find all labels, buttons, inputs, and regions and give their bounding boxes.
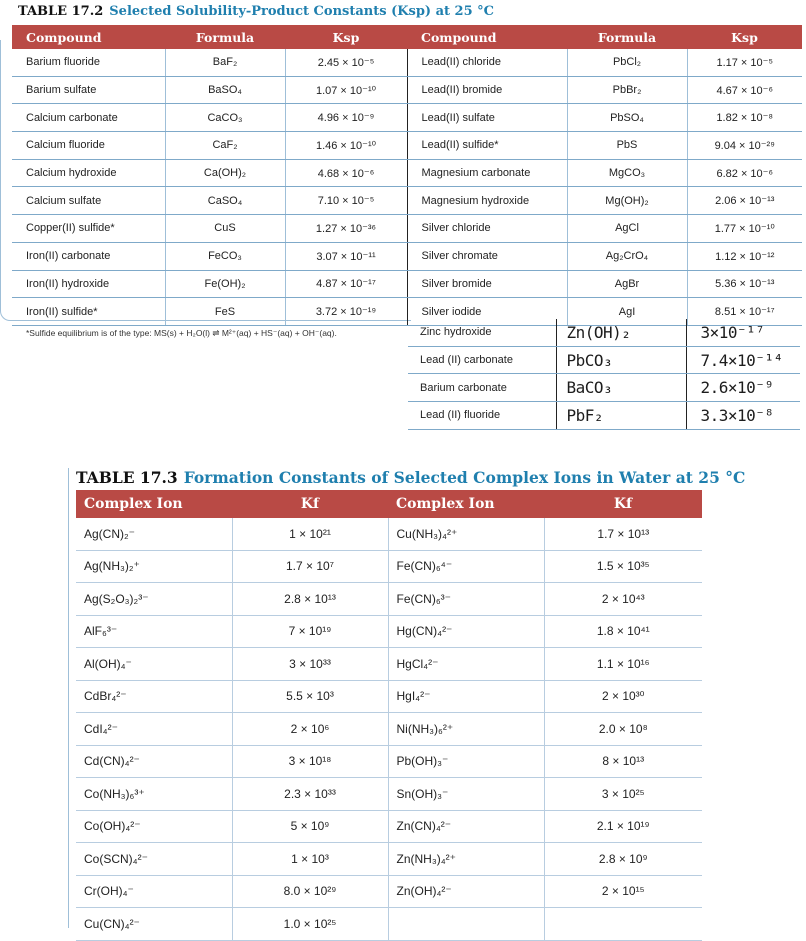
complex-ion-cell: Cd(CN)₄²⁻ — [76, 745, 232, 778]
handwritten-row — [408, 319, 800, 346]
compound-cell: Iron(II) hydroxide — [12, 270, 165, 298]
formula-cell: CaSO₄ — [165, 187, 285, 215]
complex-ion-cell: Zn(NH₃)₄²⁺ — [388, 843, 544, 876]
header-formula: Formula — [165, 25, 285, 49]
formula-cell: PbBr₂ — [567, 76, 687, 104]
formula-cell: AgI — [567, 298, 687, 326]
ksp-cell: 1.12 × 10⁻¹² — [687, 242, 802, 270]
header-ksp: Ksp — [285, 25, 407, 49]
complex-ion-cell: Sn(OH)₃⁻ — [388, 778, 544, 811]
formula-cell: AgCl — [567, 215, 687, 243]
handwritten-formula: Zn(OH)₂ — [556, 319, 686, 346]
table-row — [76, 843, 702, 876]
kf-cell: 5.5 × 10³ — [232, 680, 388, 713]
table-17-3-number: TABLE 17.3 — [76, 468, 178, 487]
complex-ion-cell: HgI₄²⁻ — [388, 680, 544, 713]
header-ksp: Ksp — [687, 25, 802, 49]
complex-ion-cell: Zn(OH)₄²⁻ — [388, 875, 544, 908]
formula-cell: Ag₂CrO₄ — [567, 242, 687, 270]
header-formula: Formula — [567, 25, 687, 49]
kf-cell: 2.8 × 10¹³ — [232, 583, 388, 616]
table-17-3-name: Formation Constants of Selected Complex Ions in Water at 25 °C — [183, 468, 746, 487]
handwritten-ksp: 3.3×10⁻⁸ — [686, 402, 800, 430]
complex-ion-cell: Al(OH)₄⁻ — [76, 648, 232, 681]
kf-cell: 1.8 × 10⁴¹ — [544, 615, 702, 648]
complex-ion-cell: CdBr₄²⁻ — [76, 680, 232, 713]
kf-cell: 2.1 × 10¹⁹ — [544, 810, 702, 843]
compound-cell: Copper(II) sulfide* — [12, 215, 165, 243]
complex-ion-cell: Co(OH)₄²⁻ — [76, 810, 232, 843]
ksp-cell: 7.10 × 10⁻⁵ — [285, 187, 407, 215]
header-compound: Compound — [12, 25, 165, 49]
complex-ion-cell: HgCl₄²⁻ — [388, 648, 544, 681]
header-compound: Compound — [407, 25, 567, 49]
formula-cell: PbSO₄ — [567, 104, 687, 132]
ksp-cell: 1.77 × 10⁻¹⁰ — [687, 215, 802, 243]
header-complex-ion: Complex Ion — [76, 490, 232, 518]
compound-cell: Calcium fluoride — [12, 132, 165, 160]
sulfide-footnote: *Sulfide equilibrium is of the type: MS(s) + H₂O(l) ⇌ M²⁺(aq) + HS⁻(aq) + OH⁻(aq). — [26, 328, 337, 338]
ksp-cell: 2.45 × 10⁻⁵ — [285, 49, 407, 76]
compound-cell: Silver bromide — [407, 270, 567, 298]
table-row — [76, 550, 702, 583]
handwritten-formula: PbF₂ — [556, 402, 686, 430]
table-row — [12, 76, 802, 104]
kf-cell: 1 × 10³ — [232, 843, 388, 876]
kf-cell: 8.0 × 10²⁹ — [232, 875, 388, 908]
handwritten-row — [408, 374, 800, 402]
formula-cell: BaF₂ — [165, 49, 285, 76]
complex-ion-cell: Fe(CN)₆³⁻ — [388, 583, 544, 616]
formula-cell: PbS — [567, 132, 687, 160]
complex-ion-cell: AlF₆³⁻ — [76, 615, 232, 648]
kf-cell: 3 × 10²⁵ — [544, 778, 702, 811]
table-row — [12, 215, 802, 243]
ksp-cell: 1.82 × 10⁻⁸ — [687, 104, 802, 132]
table-row — [76, 680, 702, 713]
formula-cell: Mg(OH)₂ — [567, 187, 687, 215]
complex-ion-cell: Cr(OH)₄⁻ — [76, 875, 232, 908]
table-17-2 — [12, 25, 802, 326]
kf-cell: 1.7 × 10⁷ — [232, 550, 388, 583]
compound-cell: Silver iodide — [407, 298, 567, 326]
table-row — [76, 583, 702, 616]
formula-cell: FeS — [165, 298, 285, 326]
kf-cell: 1 × 10²¹ — [232, 518, 388, 550]
handwritten-formula: PbCO₃ — [556, 346, 686, 374]
table-row — [76, 875, 702, 908]
handwritten-ksp: 3×10⁻¹⁷ — [686, 319, 800, 346]
compound-cell: Lead(II) bromide — [407, 76, 567, 104]
complex-ion-cell: Pb(OH)₃⁻ — [388, 745, 544, 778]
handwritten-ksp: 7.4×10⁻¹⁴ — [686, 346, 800, 374]
table-row — [12, 242, 802, 270]
table-row — [76, 778, 702, 811]
formula-cell: MgCO₃ — [567, 159, 687, 187]
table-17-2-header-row — [12, 25, 802, 49]
table-row — [76, 745, 702, 778]
kf-cell: 1.1 × 10¹⁶ — [544, 648, 702, 681]
compound-cell: Barium sulfate — [12, 76, 165, 104]
compound-cell: Lead(II) sulfate — [407, 104, 567, 132]
formula-cell: FeCO₃ — [165, 242, 285, 270]
complex-ion-cell: Ni(NH₃)₆²⁺ — [388, 713, 544, 746]
ksp-cell: 9.04 × 10⁻²⁹ — [687, 132, 802, 160]
kf-cell: 2.0 × 10⁸ — [544, 713, 702, 746]
ksp-cell: 1.46 × 10⁻¹⁰ — [285, 132, 407, 160]
complex-ion-cell: Ag(S₂O₃)₂³⁻ — [76, 583, 232, 616]
table-17-2-title — [18, 4, 494, 19]
ksp-cell: 1.27 × 10⁻³⁶ — [285, 215, 407, 243]
ksp-cell: 1.17 × 10⁻⁵ — [687, 49, 802, 76]
compound-cell: Lead(II) chloride — [407, 49, 567, 76]
table-17-3-header-row — [76, 490, 702, 518]
kf-cell: 1.0 × 10²⁵ — [232, 908, 388, 941]
complex-ion-cell: Ag(NH₃)₂⁺ — [76, 550, 232, 583]
complex-ion-cell: Cu(NH₃)₄²⁺ — [388, 518, 544, 550]
ksp-cell: 5.36 × 10⁻¹³ — [687, 270, 802, 298]
complex-ion-cell: Co(SCN)₄²⁻ — [76, 843, 232, 876]
handwritten-formula: BaCO₃ — [556, 374, 686, 402]
complex-ion-cell — [388, 908, 544, 941]
ksp-cell: 8.51 × 10⁻¹⁷ — [687, 298, 802, 326]
ksp-cell: 4.67 × 10⁻⁶ — [687, 76, 802, 104]
table-row — [12, 132, 802, 160]
complex-ion-cell: Ag(CN)₂⁻ — [76, 518, 232, 550]
complex-ion-cell: Zn(CN)₄²⁻ — [388, 810, 544, 843]
header-kf: Kf — [232, 490, 388, 518]
compound-cell: Zinc hydroxide — [408, 319, 556, 346]
formula-cell: Fe(OH)₂ — [165, 270, 285, 298]
kf-cell: 2 × 10³⁰ — [544, 680, 702, 713]
compound-cell: Silver chloride — [407, 215, 567, 243]
header-kf: Kf — [544, 490, 702, 518]
table-row — [76, 713, 702, 746]
table-row — [76, 615, 702, 648]
complex-ion-cell: Cu(CN)₄²⁻ — [76, 908, 232, 941]
formula-cell: CaCO₃ — [165, 104, 285, 132]
table-row — [76, 908, 702, 941]
table-17-2-number: TABLE 17.2 — [18, 4, 104, 19]
ksp-cell: 4.96 × 10⁻⁹ — [285, 104, 407, 132]
compound-cell: Barium carbonate — [408, 374, 556, 402]
complex-ion-cell: Hg(CN)₄²⁻ — [388, 615, 544, 648]
table-row — [76, 648, 702, 681]
table-row — [12, 49, 802, 76]
kf-cell: 1.7 × 10¹³ — [544, 518, 702, 550]
ksp-cell: 6.82 × 10⁻⁶ — [687, 159, 802, 187]
table-17-2-name: Selected Solubility-Product Constants (Ksp) at 25 °C — [109, 4, 495, 19]
kf-cell: 8 × 10¹³ — [544, 745, 702, 778]
complex-ion-cell: CdI₄²⁻ — [76, 713, 232, 746]
compound-cell: Barium fluoride — [12, 49, 165, 76]
ksp-cell: 4.68 × 10⁻⁶ — [285, 159, 407, 187]
formula-cell: CuS — [165, 215, 285, 243]
compound-cell: Calcium carbonate — [12, 104, 165, 132]
complex-ion-cell: Fe(CN)₆⁴⁻ — [388, 550, 544, 583]
table-row — [76, 518, 702, 550]
kf-cell: 3 × 10³³ — [232, 648, 388, 681]
ksp-cell: 1.07 × 10⁻¹⁰ — [285, 76, 407, 104]
handwritten-ksp: 2.6×10⁻⁹ — [686, 374, 800, 402]
compound-cell: Calcium sulfate — [12, 187, 165, 215]
compound-cell: Iron(II) carbonate — [12, 242, 165, 270]
compound-cell: Magnesium carbonate — [407, 159, 567, 187]
compound-cell: Iron(II) sulfide* — [12, 298, 165, 326]
formula-cell: AgBr — [567, 270, 687, 298]
complex-ion-cell: Co(NH₃)₆³⁺ — [76, 778, 232, 811]
table-17-3 — [76, 490, 702, 941]
kf-cell: 2.3 × 10³³ — [232, 778, 388, 811]
kf-cell: 2.8 × 10⁹ — [544, 843, 702, 876]
kf-cell: 2 × 10⁴³ — [544, 583, 702, 616]
table-row — [12, 187, 802, 215]
compound-cell: Lead(II) sulfide* — [407, 132, 567, 160]
compound-cell: Lead (II) fluoride — [408, 402, 556, 430]
handwritten-additions — [408, 319, 800, 430]
table-row — [76, 810, 702, 843]
handwritten-row — [408, 402, 800, 430]
kf-cell: 2 × 10⁶ — [232, 713, 388, 746]
kf-cell: 5 × 10⁹ — [232, 810, 388, 843]
formula-cell: Ca(OH)₂ — [165, 159, 285, 187]
compound-cell: Magnesium hydroxide — [407, 187, 567, 215]
ksp-cell: 2.06 × 10⁻¹³ — [687, 187, 802, 215]
table-row — [12, 270, 802, 298]
formula-cell: BaSO₄ — [165, 76, 285, 104]
header-complex-ion: Complex Ion — [388, 490, 544, 518]
handwritten-row — [408, 346, 800, 374]
compound-cell: Calcium hydroxide — [12, 159, 165, 187]
formula-cell: CaF₂ — [165, 132, 285, 160]
kf-cell: 2 × 10¹⁵ — [544, 875, 702, 908]
table-row — [12, 159, 802, 187]
compound-cell: Lead (II) carbonate — [408, 346, 556, 374]
kf-cell — [544, 908, 702, 941]
kf-cell: 3 × 10¹⁸ — [232, 745, 388, 778]
ksp-cell: 4.87 × 10⁻¹⁷ — [285, 270, 407, 298]
compound-cell: Silver chromate — [407, 242, 567, 270]
table-row — [12, 104, 802, 132]
ksp-cell: 3.72 × 10⁻¹⁹ — [285, 298, 407, 326]
ksp-cell: 3.07 × 10⁻¹¹ — [285, 242, 407, 270]
kf-cell: 1.5 × 10³⁵ — [544, 550, 702, 583]
formula-cell: PbCl₂ — [567, 49, 687, 76]
kf-cell: 7 × 10¹⁹ — [232, 615, 388, 648]
